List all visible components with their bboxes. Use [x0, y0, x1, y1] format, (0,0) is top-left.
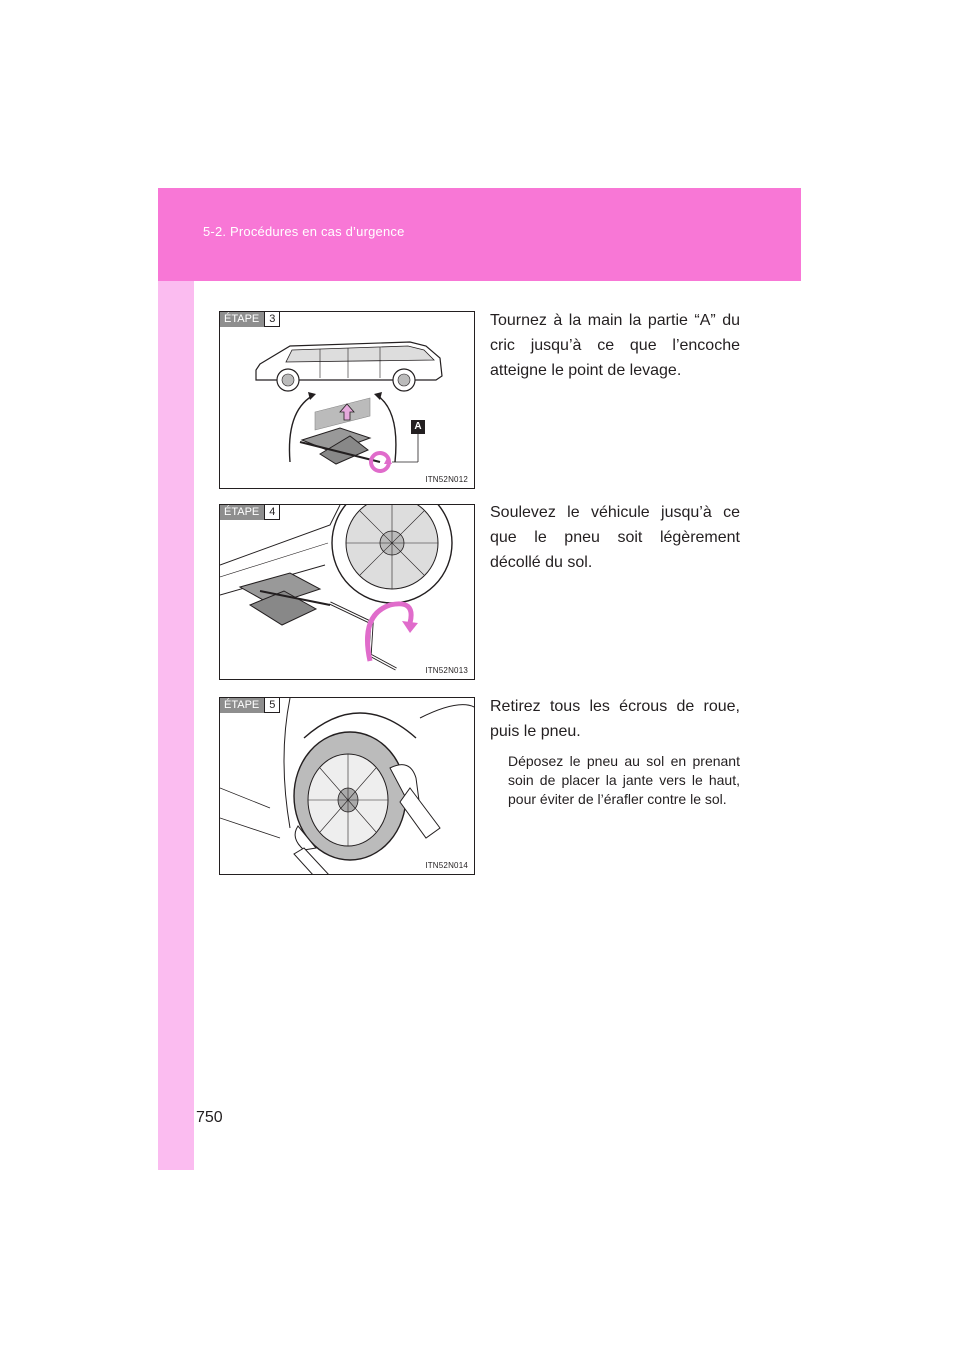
step-badge: ÉTAPE 5 [220, 698, 280, 713]
section-title: 5-2. Procédures en cas d’urgence [203, 224, 405, 239]
figure-step-3 [219, 311, 475, 489]
illustration-remove-tire [220, 698, 475, 875]
step-5-text: Retirez tous les écrous de roue, puis le pneu. [490, 698, 740, 740]
step-4-text: Soulevez le véhicule jusqu’à ce que le pneu soit légèrement décollé du sol. [490, 504, 740, 571]
figure-step-5 [219, 697, 475, 875]
callout-a: A [411, 420, 425, 434]
figure-code: ITN52N012 [425, 475, 468, 484]
illustration-lift-vehicle [220, 505, 475, 680]
illustration-jack-raising [220, 312, 475, 489]
figure-code: ITN52N013 [425, 666, 468, 675]
step-badge: ÉTAPE 4 [220, 505, 280, 520]
step-badge: ÉTAPE 3 [220, 312, 280, 327]
step-3-text: Tournez à la main la partie “A” du cric jusqu’à ce que l’encoche atteigne le point de levage. [490, 312, 740, 379]
figure-code: ITN52N014 [425, 861, 468, 870]
side-tab-band [158, 188, 194, 1170]
page-number: 750 [196, 1109, 223, 1126]
figure-step-4 [219, 504, 475, 680]
step-5-note: Déposez le pneu au sol en prenant soin de placer la jante vers le haut, pour éviter de l’érafler contre le sol. [508, 753, 740, 807]
